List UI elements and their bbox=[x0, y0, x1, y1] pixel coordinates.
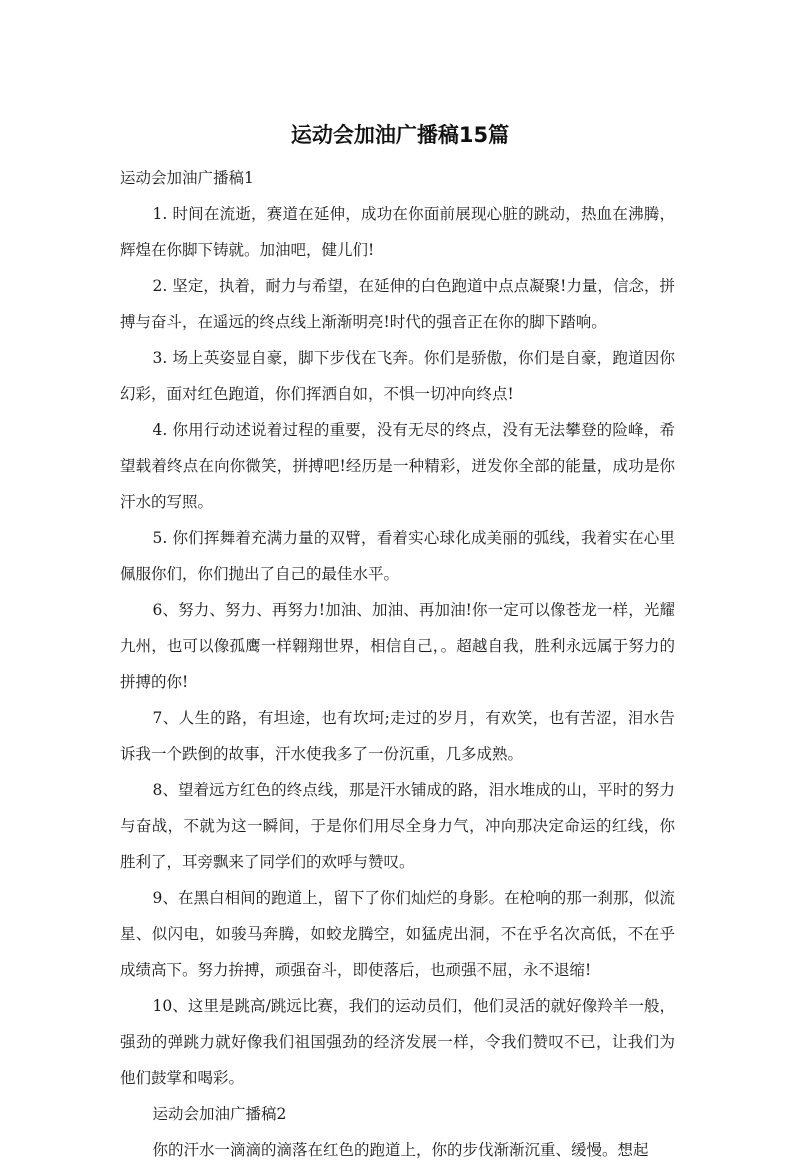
paragraph-2: 2. 坚定，执着，耐力与希望，在延伸的白色跑道中点点凝聚!力量，信念，拼搏与奋斗，在遥远的终点线上渐渐明亮!时代的强音正在你的脚下踏响。 bbox=[120, 277, 675, 331]
paragraph-11: 你的汗水一滴滴的滴落在红色的跑道上，你的步伐渐渐沉重、缓慢。想起 bbox=[152, 1141, 649, 1159]
document-body bbox=[120, 160, 675, 1168]
paragraph-8: 8、望着远方红色的终点线，那是汗水铺成的路，泪水堆成的山，平时的努力与奋战，不就为这一瞬间，于是你们用尽全身力气，冲向那决定命运的红线，你胜利了，耳旁飘来了同学们的欢呼与赞叹。 bbox=[120, 781, 675, 871]
paragraph-9: 9、在黑白相间的跑道上，留下了你们灿烂的身影。在枪响的那一刹那，似流星、似闪电，如骏马奔腾，如蛟龙腾空，如猛虎出洞，不在乎名次高低，不在乎成绩高下。努力拚搏，顽强奋斗，即使落后，也顽强不屈，永不退缩! bbox=[120, 889, 675, 979]
section-heading-2: 运动会加油广播稿2 bbox=[152, 1105, 287, 1123]
paragraph-4: 4. 你用行动述说着过程的重要，没有无尽的终点，没有无法攀登的险峰，希望载着终点在向你微笑，拼搏吧!经历是一种精彩，迸发你全部的能量，成功是你汗水的写照。 bbox=[120, 421, 675, 511]
paragraph-3: 3. 场上英姿显自豪，脚下步伐在飞奔。你们是骄傲，你们是自豪，跑道因你幻彩，面对红色跑道，你们挥洒自如，不惧一切冲向终点! bbox=[120, 349, 675, 403]
paragraph-1: 1. 时间在流逝，赛道在延伸，成功在你面前展现心脏的跳动，热血在沸腾，辉煌在你脚下铸就。加油吧，健儿们! bbox=[120, 205, 675, 259]
paragraph-6: 6、努力、努力、再努力!加油、加油、再加油!你一定可以像苍龙一样，光耀九州，也可以像孤鹰一样翱翔世界，相信自己，。超越自我，胜利永远属于努力的拼搏的你! bbox=[120, 601, 675, 691]
paragraph-10: 10、这里是跳高/跳远比赛，我们的运动员们，他们灵活的就好像羚羊一般，强劲的弹跳力就好像我们祖国强劲的经济发展一样，令我们赞叹不已，让我们为他们鼓掌和喝彩。 bbox=[120, 997, 675, 1087]
paragraph-5: 5. 你们挥舞着充满力量的双臂，看着实心球化成美丽的弧线，我着实在心里佩服你们，你们抛出了自己的最佳水平。 bbox=[120, 529, 675, 583]
paragraph-7: 7、人生的路，有坦途，也有坎坷;走过的岁月，有欢笑，也有苦涩，泪水告诉我一个跌倒的故事，汗水使我多了一份沉重，几多成熟。 bbox=[120, 709, 675, 763]
document-title: 运动会加油广播稿15篇 bbox=[290, 123, 510, 147]
section-heading-1: 运动会加油广播稿1 bbox=[120, 169, 254, 187]
